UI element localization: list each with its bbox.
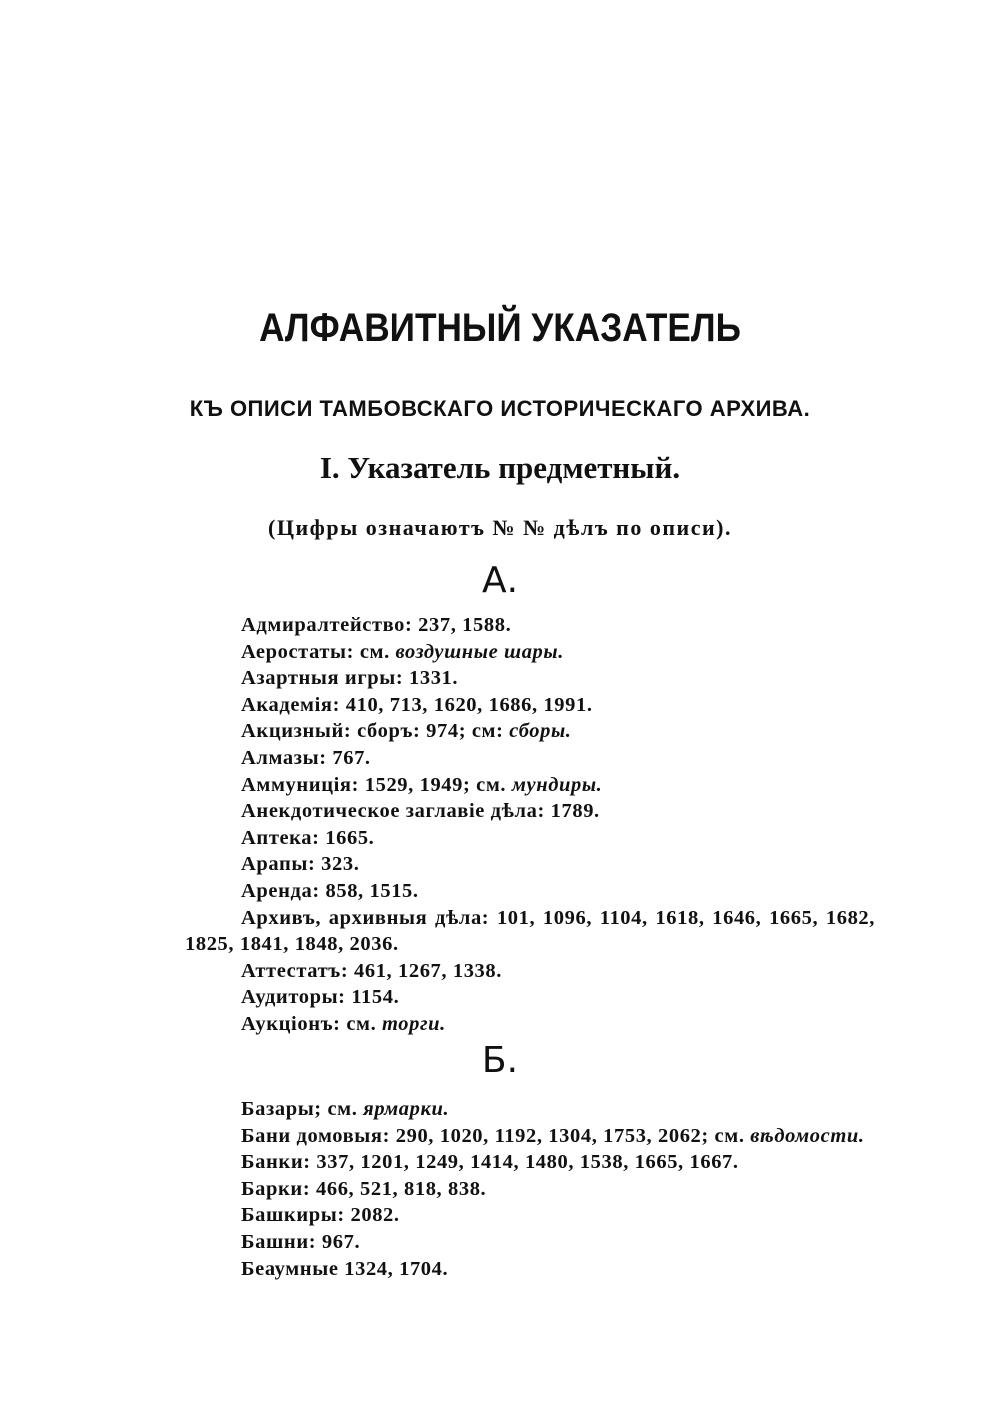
index-entry	[185, 1256, 875, 1283]
entries-b	[185, 1096, 875, 1282]
index-entry	[185, 1096, 875, 1123]
index-entry	[185, 612, 875, 639]
entry-numbers: 466, 521, 818, 838.	[310, 1177, 487, 1200]
entry-numbers: 1789.	[544, 800, 600, 823]
index-entry	[185, 745, 875, 772]
index-entry	[185, 639, 875, 666]
letter-heading-b: Б.	[481, 1040, 519, 1081]
index-entry	[185, 798, 875, 825]
entry-term: Башкиры:	[241, 1204, 345, 1227]
entry-numbers: 337, 1201, 1249, 1414, 1480, 1538, 1665, 1667.	[310, 1151, 739, 1174]
entry-numbers: 767.	[326, 746, 371, 769]
index-entry	[185, 905, 875, 958]
page-title: АЛФАВИТНЫЙ УКАЗАТЕЛЬ	[259, 306, 741, 350]
entry-term: Барки:	[241, 1177, 311, 1200]
entry-cross-reference: сборы.	[509, 720, 572, 743]
index-entry	[185, 878, 875, 905]
entry-numbers: 1665.	[319, 826, 375, 849]
entry-numbers: см.	[340, 1012, 383, 1035]
entry-term: Аттестатъ:	[241, 959, 349, 982]
entry-term: Базары;	[241, 1098, 322, 1120]
index-entry	[185, 718, 875, 745]
entry-term: Аптека:	[241, 826, 320, 849]
entry-numbers: сборъ: 974; см:	[351, 720, 510, 743]
entry-numbers: 1154.	[345, 986, 400, 1009]
index-entry	[185, 692, 875, 719]
index-entry	[185, 1229, 875, 1256]
entry-numbers: 2082.	[344, 1204, 400, 1227]
entry-term: Арапы:	[241, 853, 316, 876]
index-note: (Цифры означаютъ № № дѣлъ по описи).	[268, 515, 732, 540]
index-entry	[185, 772, 875, 799]
entry-term: Адмиралтейство:	[241, 614, 413, 636]
entry-numbers: 1529, 1949; см.	[359, 773, 512, 796]
index-entry	[185, 1011, 875, 1038]
index-entry	[185, 984, 875, 1011]
entry-numbers: 1324, 1704.	[338, 1257, 449, 1280]
index-entry	[185, 665, 875, 692]
index-entry	[185, 1149, 875, 1176]
section-title: I. Указатель предметный.	[319, 450, 681, 485]
entry-term: Аукціонъ:	[241, 1012, 341, 1035]
entry-term: Аренда:	[241, 879, 320, 902]
entry-term: Азартныя игры:	[241, 667, 404, 690]
entry-term: Банки:	[241, 1151, 311, 1174]
entry-term: Бани домовыя:	[241, 1124, 391, 1147]
index-entry	[185, 851, 875, 878]
entry-numbers: 967.	[316, 1230, 361, 1253]
entry-numbers: 858, 1515.	[319, 879, 419, 902]
index-entry	[185, 825, 875, 852]
letter-heading-a: А.	[481, 560, 519, 601]
entry-numbers: 461, 1267, 1338.	[348, 959, 502, 982]
entry-numbers: см.	[321, 1098, 364, 1120]
entry-term: Алмазы:	[241, 746, 327, 769]
entry-cross-reference: ярмарки.	[363, 1098, 450, 1120]
entry-term: Беаумные	[241, 1257, 339, 1280]
index-entry	[185, 958, 875, 985]
index-entry	[185, 1176, 875, 1203]
entry-numbers: 237, 1588.	[412, 614, 512, 636]
index-entry	[185, 1202, 875, 1229]
entry-cross-reference: мундиры.	[511, 773, 603, 796]
index-entry	[185, 1123, 875, 1150]
entry-cross-reference: торги.	[382, 1012, 446, 1035]
entry-numbers: 1331.	[403, 667, 459, 690]
entry-cross-reference: воздушные шары.	[395, 640, 564, 663]
entry-numbers: 323.	[315, 853, 360, 876]
entry-numbers: 410, 713, 1620, 1686, 1991.	[340, 693, 593, 716]
entry-cross-reference: вѣдомости.	[750, 1124, 865, 1147]
entry-term: Аеростаты:	[241, 640, 355, 663]
entry-term: Акцизный:	[241, 720, 352, 743]
entry-term: Академія:	[241, 693, 341, 716]
entry-term: Башни:	[241, 1230, 317, 1253]
entry-numbers: 290, 1020, 1192, 1304, 1753, 2062; см.	[390, 1124, 751, 1147]
entry-term: Аммуниція:	[241, 773, 360, 796]
entry-term: Анекдотическое заглавіе дѣла:	[241, 800, 545, 823]
entries-a	[185, 612, 875, 1038]
page-subtitle: КЪ ОПИСИ ТАМБОВСКАГО ИСТОРИЧЕСКАГО АРХИВА.	[189, 396, 811, 421]
entry-numbers: 101, 1096, 1104, 1618, 1646, 1665, 1682, 1825, 1841, 1848, 2036.	[185, 906, 876, 956]
entry-numbers: см.	[354, 640, 396, 663]
entry-term: Аудиторы:	[241, 986, 346, 1009]
entry-term: Архивъ, архивныя дѣла:	[241, 906, 490, 929]
